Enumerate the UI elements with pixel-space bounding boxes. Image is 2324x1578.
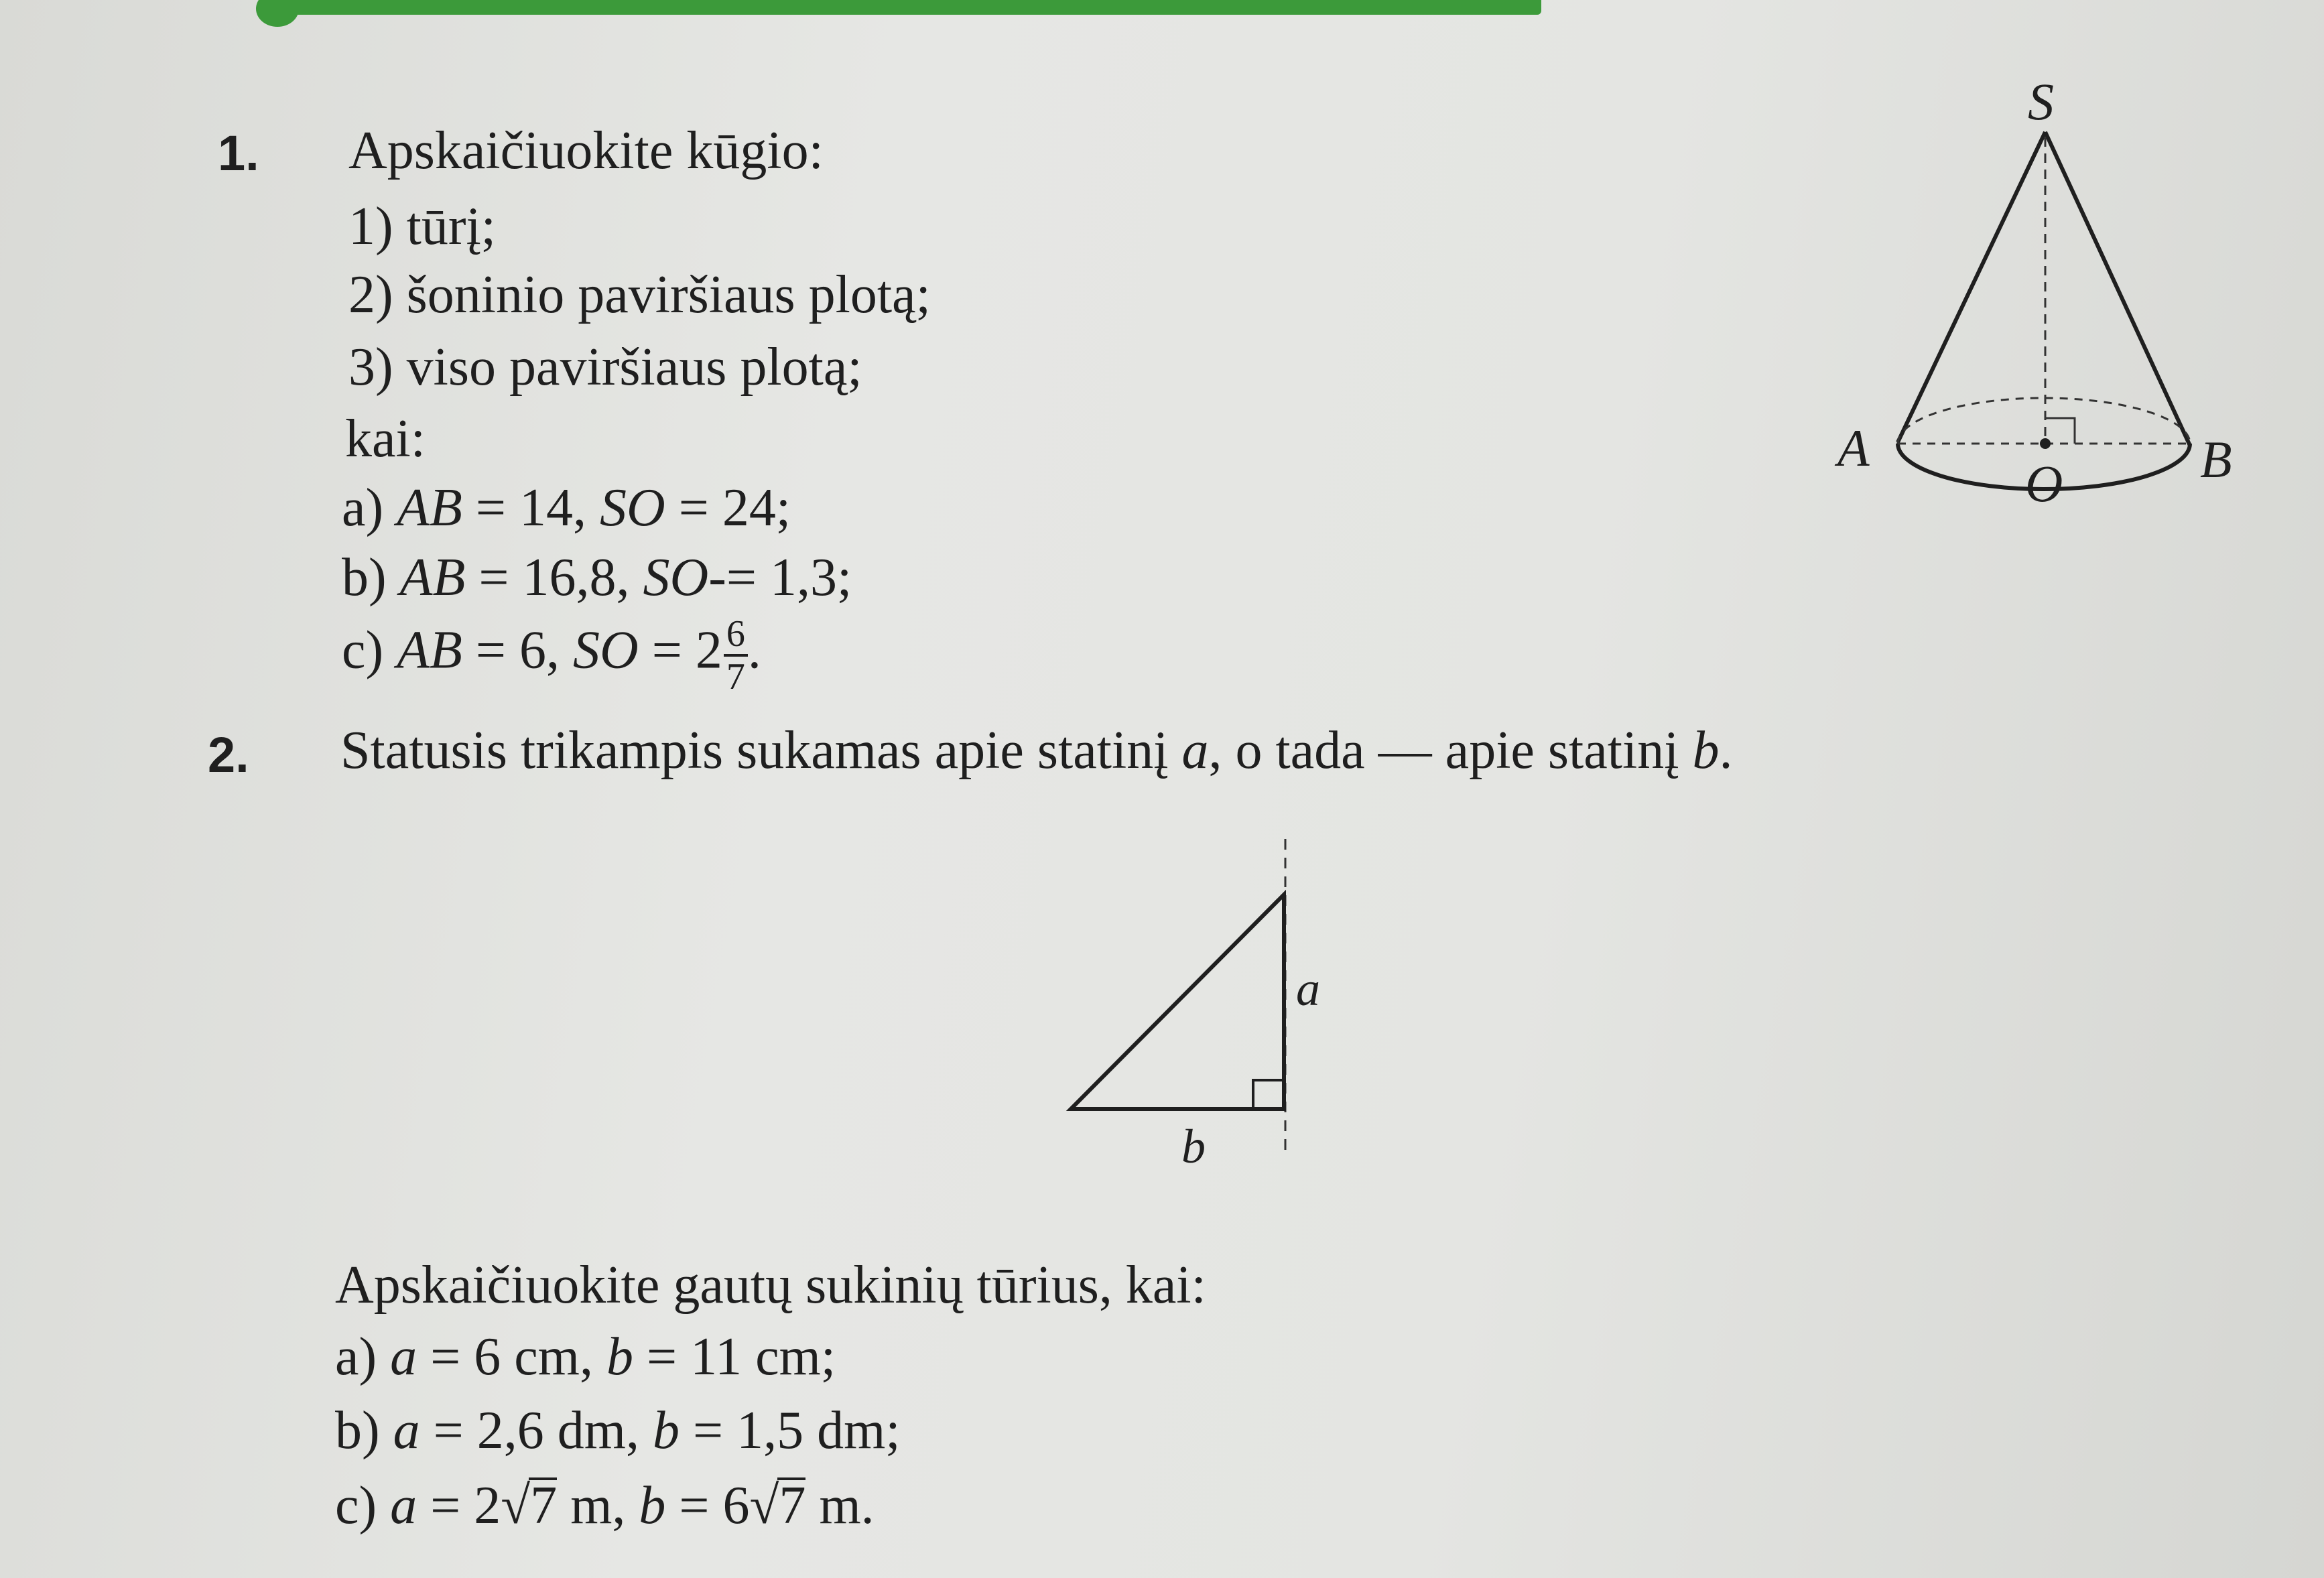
case-value: = 2√ (417, 1476, 531, 1535)
variable-so: SO (573, 620, 639, 680)
variable-ab: AB (399, 548, 466, 607)
case-end: . (747, 620, 761, 680)
variable-a: a (393, 1401, 420, 1460)
exercise-2-case-a (335, 1327, 836, 1386)
variable-ab: AB (397, 478, 462, 537)
variable-ab: AB (397, 620, 462, 680)
case-value: = 1,5 dm; (679, 1401, 901, 1460)
leg-b: b (1692, 721, 1720, 780)
case-label: b) (335, 1401, 380, 1460)
variable-b: b (652, 1401, 680, 1460)
exercise-1-title: Apskaičiuokite kūgio: (348, 121, 824, 180)
leg-a: a (1181, 721, 1209, 780)
case-value: = 6 cm, (417, 1327, 607, 1386)
exercise-1-item-1: 1) tūrį; (348, 197, 496, 256)
case-value: -= 1,3; (708, 548, 852, 607)
case-value: = 6, (462, 620, 574, 680)
label-o: O (2025, 454, 2063, 513)
variable-a: a (390, 1327, 417, 1386)
statement-text: . (1719, 721, 1733, 780)
exercise-2-case-c (335, 1476, 875, 1535)
case-value: = 24; (665, 478, 791, 537)
case-value: = 2 (638, 620, 722, 680)
exercise-1-condition: kai: (345, 409, 426, 468)
label-leg-b: b (1181, 1120, 1206, 1173)
exercise-1-number: 1. (218, 125, 259, 181)
case-label: a) (335, 1327, 377, 1386)
label-a: A (1837, 419, 1870, 477)
case-value: = 11 cm; (633, 1327, 836, 1386)
exercise-2-question: Apskaičiuokite gautų sukinių tūrius, kai: (335, 1256, 1206, 1315)
radicand: 7 (530, 1476, 558, 1535)
label-leg-a: a (1296, 962, 1320, 1016)
variable-b: b (639, 1476, 666, 1535)
variable-b: b (606, 1327, 634, 1386)
variable-so: SO (600, 478, 665, 537)
case-label: c) (335, 1476, 377, 1535)
statement-text: Statusis trikampis sukamas apie statinį (340, 721, 1182, 780)
case-unit: m, (557, 1476, 639, 1535)
label-s: S (2028, 72, 2054, 131)
exercise-1-item-3: 3) viso paviršiaus plotą; (348, 338, 862, 397)
case-value: = 2,6 dm, (419, 1401, 653, 1460)
label-b: B (2200, 430, 2232, 488)
fraction-numerator: 6 (724, 615, 748, 657)
right-triangle (1071, 895, 1284, 1109)
exercise-2-number: 2. (208, 727, 249, 783)
radicand: 7 (779, 1476, 806, 1535)
fraction-denominator: 7 (726, 656, 745, 698)
case-label: c) (342, 620, 384, 680)
case-label: a) (342, 478, 384, 537)
case-value: = 14, (462, 478, 600, 537)
right-angle-mark (1253, 1080, 1284, 1109)
case-value: = 16,8, (465, 548, 643, 607)
exercise-1-item-2: 2) šoninio paviršiaus plotą; (348, 265, 931, 324)
exercise-2-case-b (335, 1401, 901, 1460)
case-label: b) (342, 548, 387, 607)
statement-text: , o tada — apie statinį (1208, 721, 1693, 780)
variable-so: SO (643, 548, 709, 607)
case-unit: m. (805, 1476, 875, 1535)
case-value: = 6√ (665, 1476, 779, 1535)
variable-a: a (390, 1476, 417, 1535)
